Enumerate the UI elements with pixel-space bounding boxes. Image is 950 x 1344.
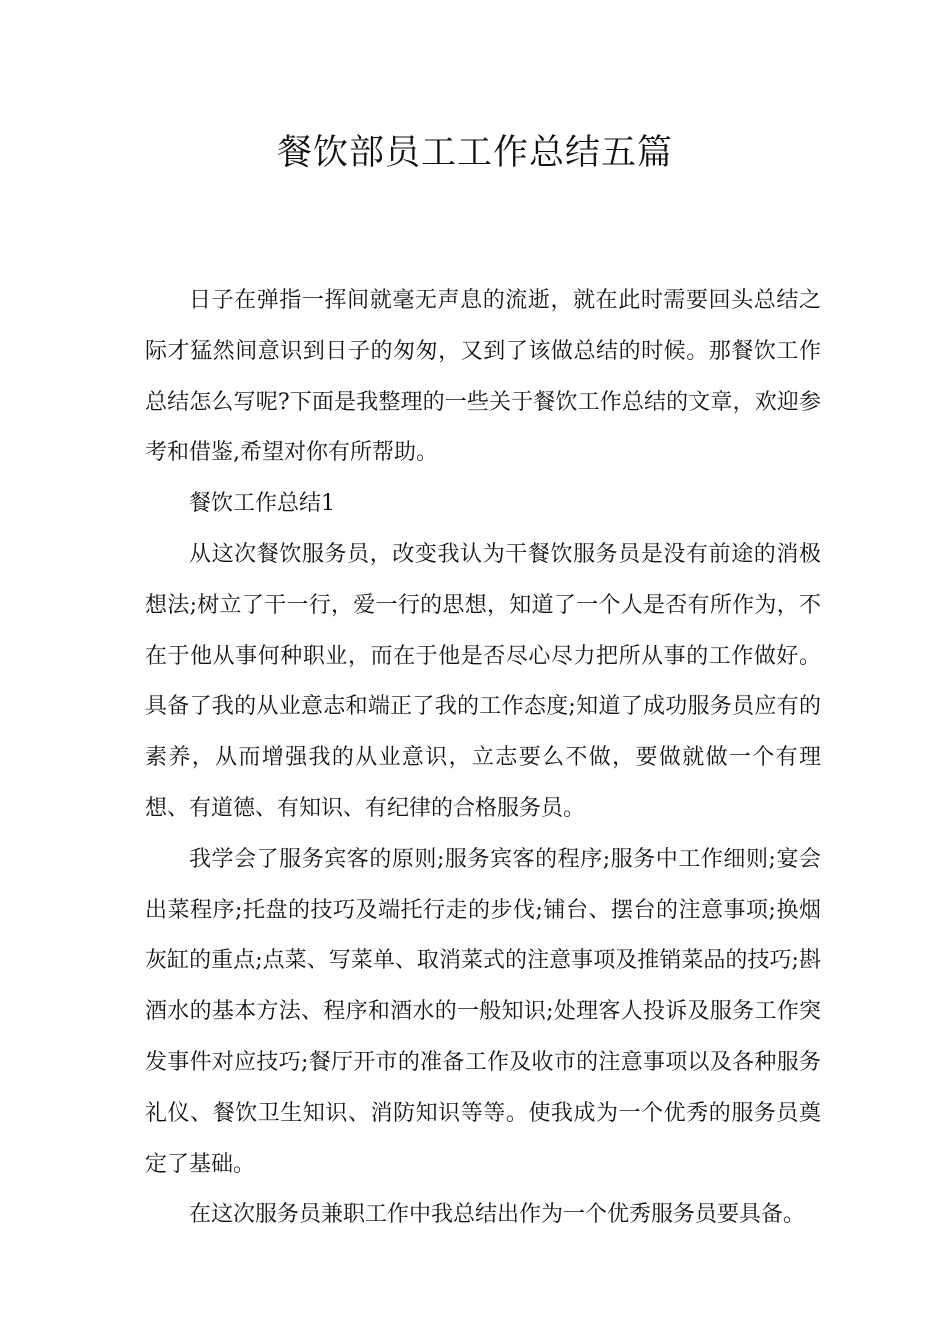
body-paragraph: 我学会了服务宾客的原则;服务宾客的程序;服务中工作细则;宴会出菜程序;托盘的技巧及端托行走的步伐;铺台、摆台的注意事项;换烟灰缸的重点;点菜、写菜单、取消菜式的注意事项及推销菜品的技巧;斟酒水的基本方法、程序和酒水的一般知识;处理客人投诉及服务工作突发事件对应技巧;餐厅开市的准备工作及收市的注意事项以及各种服务礼仪、餐饮卫生知识、消防知识等等。使我成为一个优秀的服务员奠定了基础。 xyxy=(145,846,821,1177)
section-heading: 餐饮工作总结1 xyxy=(189,491,335,517)
body-paragraph: 从这次餐饮服务员，改变我认为干餐饮服务员是没有前途的消极想法;树立了干一行，爱一行的思想，知道了一个人是否有所作为，不在于他从事何种职业，而在于他是否尽心尽力把所从事的工作做好。具备了我的从业意志和端正了我的工作态度;知道了成功服务员应有的素养，从而增强我的从业意识，立志要么不做，要做就做一个有理想、有道德、有知识、有纪律的合格服务员。 xyxy=(145,541,821,821)
intro-paragraph: 日子在弹指一挥间就毫无声息的流逝，就在此时需要回头总结之际才猛然间意识到日子的匆匆，又到了该做总结的时候。那餐饮工作总结怎么写呢?下面是我整理的一些关于餐饮工作总结的文章，欢迎参考和借鉴,希望对你有所帮助。 xyxy=(145,288,821,466)
body-paragraph: 在这次服务员兼职工作中我总结出作为一个优秀服务员要具备。 xyxy=(189,1202,806,1228)
document-title: 餐饮部员工工作总结五篇 xyxy=(276,133,673,173)
document-body xyxy=(145,276,821,1241)
